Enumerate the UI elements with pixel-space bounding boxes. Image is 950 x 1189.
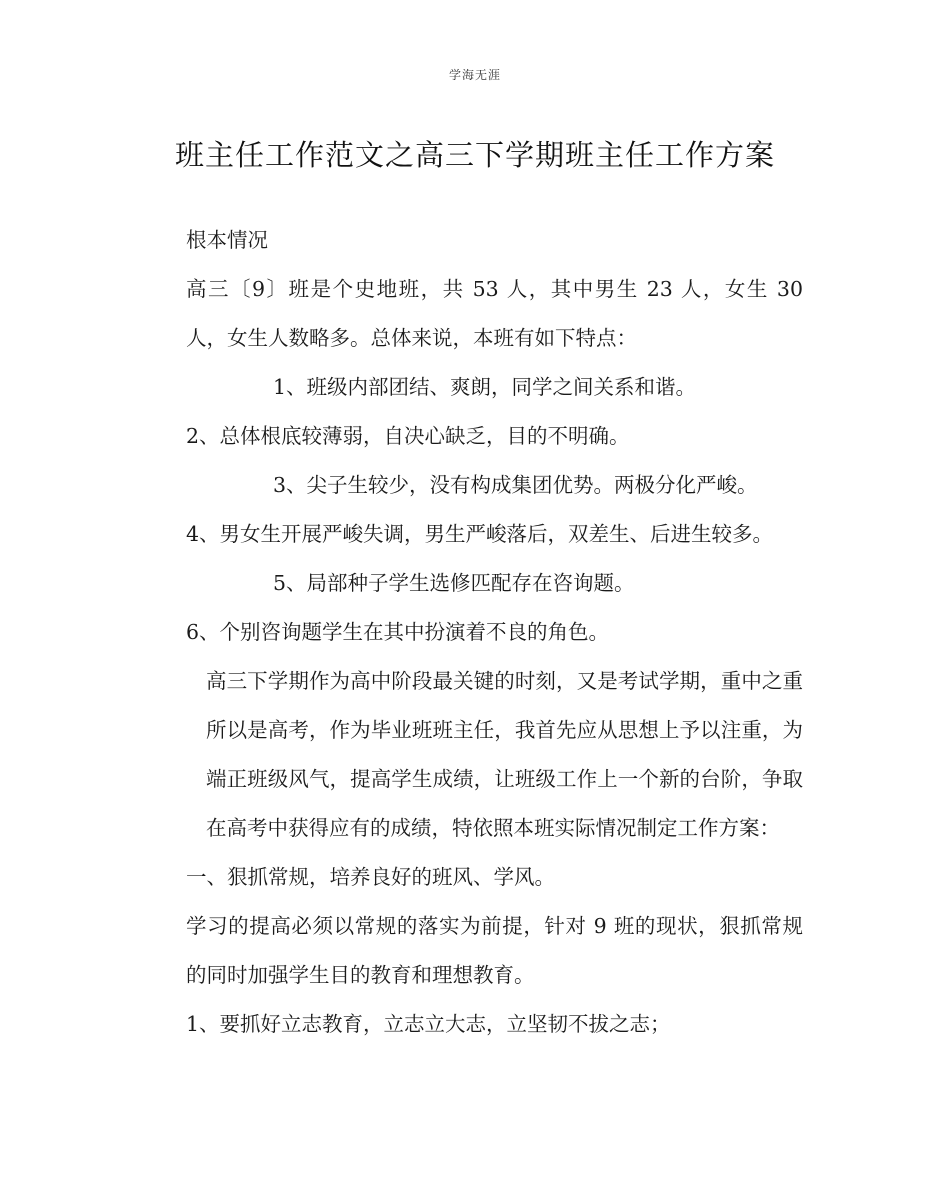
paragraph-feature-6: 6、个别咨询题学生在其中扮演着不良的角色。 [186, 620, 610, 644]
paragraph-feature-2: 2、总体根底较薄弱，自决心缺乏，目的不明确。 [186, 424, 630, 448]
paragraph-section-heading: 根本情况 [186, 228, 268, 252]
document-title: 班主任工作范文之高三下学期班主任工作方案 [174, 138, 775, 172]
page-header: 学海无涯 [448, 68, 501, 82]
paragraph-feature-4: 4、男女生开展严峻失调，男生严峻落后，双差生、后进生较多。 [186, 522, 774, 546]
paragraph-feature-3: 3、尖子生较少，没有构成集团优势。两极分化严峻。 [273, 473, 758, 497]
paragraph-ambition-education: 1、要抓好立志教育，立志立大志，立坚韧不拔之志； [186, 1012, 671, 1036]
paragraph-class-overview: 高三〔9〕班是个史地班，共 53 人，其中男生 23 人，女生 30 人，女生人数略多。总体来说，本班有如下特点： [186, 277, 803, 350]
paragraph-feature-1: 1、班级内部团结、爽朗，同学之间关系和谐。 [273, 375, 697, 399]
paragraph-routine-emphasis: 学习的提高必须以常规的落实为前提，针对 9 班的现状，狠抓常规的同时加强学生目的教育和理想教育。 [186, 914, 803, 987]
paragraph-semester-plan: 高三下学期作为高中阶段最关键的时刻，又是考试学期，重中之重所以是高考，作为毕业班班主任，我首先应从思想上予以注重，为端正班级风气，提高学生成绩，让班级工作上一个新的台阶，争取在高考中获得应有的成绩，特依照本班实际情况制定工作方案： [206, 669, 803, 840]
document-body [143, 216, 803, 1049]
paragraph-feature-5: 5、局部种子学生选修匹配存在咨询题。 [273, 571, 635, 595]
paragraph-section-one-heading: 一、狠抓常规，培养良好的班风、学风。 [186, 865, 555, 889]
